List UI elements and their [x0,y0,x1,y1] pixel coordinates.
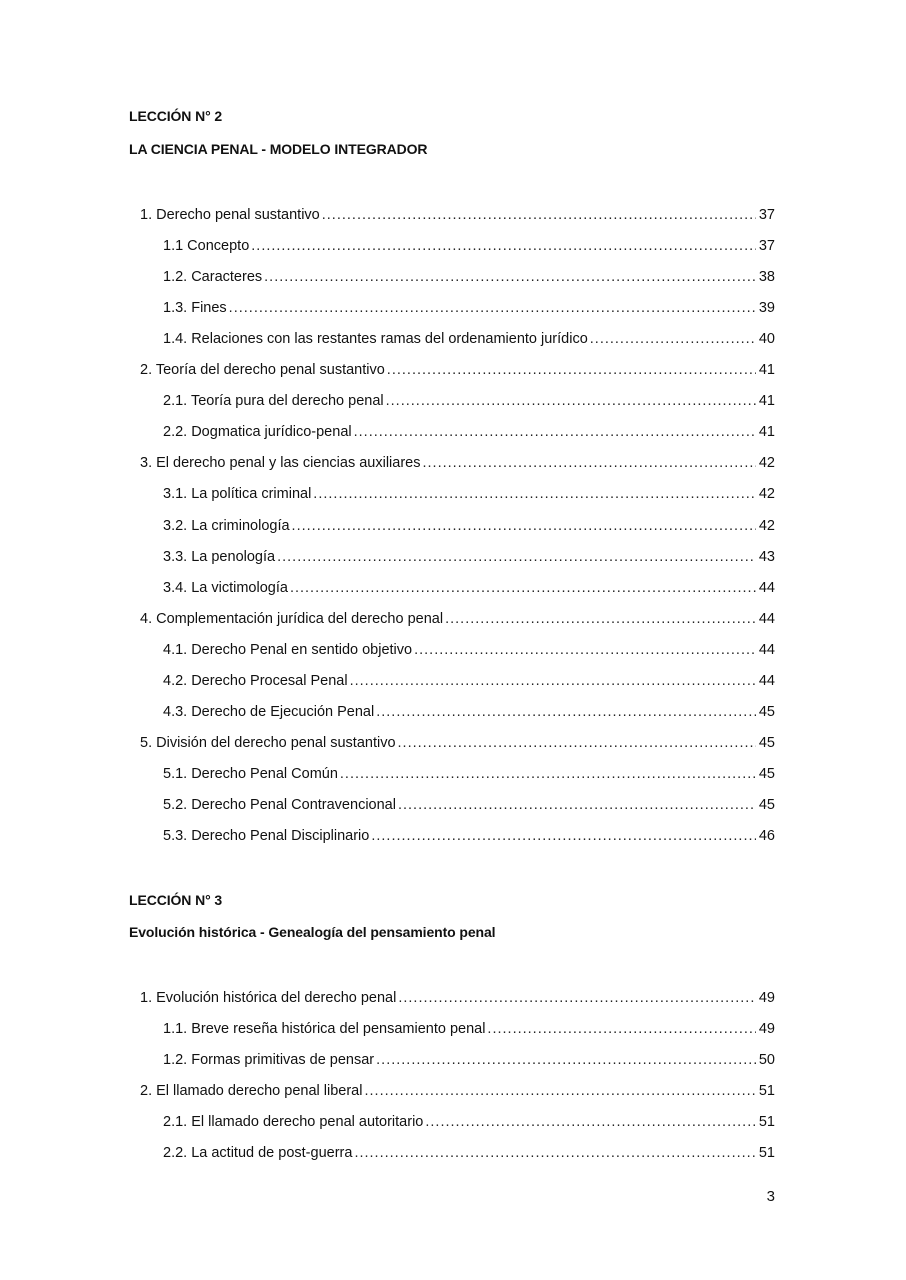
toc-entry-label: 2.1. Teoría pura del derecho penal [163,393,384,410]
toc-entry[interactable] [140,207,775,229]
toc-entry[interactable] [163,828,775,850]
toc-entry[interactable] [163,1021,775,1043]
toc-entry[interactable] [163,580,775,602]
toc-entry-label: 5. División del derecho penal sustantivo [140,734,396,751]
toc-entry[interactable] [163,300,775,322]
toc-dot-leader [229,300,756,316]
toc-entry-label: 2.2. Dogmatica jurídico-penal [163,424,352,441]
toc-dot-leader [386,393,756,409]
toc-entry-page: 51 [758,1145,775,1162]
toc-entry-label: 5.2. Derecho Penal Contravencional [163,796,396,813]
toc-entry[interactable] [163,642,775,664]
toc-dot-leader [322,207,756,223]
toc-dot-leader [376,704,756,720]
toc-entry-page: 45 [758,765,775,782]
toc-dot-leader [251,238,756,254]
page-number: 3 [766,1188,775,1205]
toc-entry[interactable] [163,704,775,726]
toc-entry-page: 44 [758,672,775,689]
toc-entry-label: 4.1. Derecho Penal en sentido objetivo [163,641,413,658]
toc-entry-label: 5.3. Derecho Penal Disciplinario [163,828,370,844]
toc-entry-page: 51 [758,1083,775,1100]
toc-dot-leader [277,549,756,565]
toc-entry-label: 3.3. La penología [163,548,276,565]
toc-dot-leader [445,611,756,627]
toc-entry-label: 1. Derecho penal sustantivo [140,207,320,223]
toc-entry-label: 2. El llamado derecho penal liberal [140,1083,363,1100]
toc-dot-leader [398,735,756,751]
toc-dot-leader [371,828,756,844]
toc-entry-page: 37 [758,238,775,255]
toc-entry-page: 37 [758,207,775,223]
toc-dot-leader [590,331,756,347]
toc-entry-page: 38 [758,269,775,286]
toc-dot-leader [313,486,756,502]
toc-entry-label: 3.1. La política criminal [163,486,312,503]
toc-dot-leader [414,642,756,658]
toc-entry[interactable] [163,1145,775,1167]
toc-entry-page: 40 [758,331,775,348]
toc-entry[interactable] [163,238,775,260]
toc-entry[interactable] [163,797,775,819]
toc-entry-label: 1.2. Formas primitivas de pensar [163,1052,375,1069]
toc-entry-label: 5.1. Derecho Penal Común [163,765,338,782]
toc-entry-label: 4. Complementación jurídica del derecho penal [140,610,444,627]
toc-entry-label: 3.2. La criminología [163,517,290,534]
toc-entry[interactable] [163,1114,775,1136]
toc-entry[interactable] [163,269,775,291]
toc-entry[interactable] [163,331,775,353]
toc-dot-leader [487,1021,755,1037]
toc-entry-label: 3. El derecho penal y las ciencias auxiliares [140,455,421,472]
toc-dot-leader [387,362,756,378]
lesson-3-subheading: Evolución histórica - Genealogía del pensamiento penal [129,924,496,940]
toc-entry-label: 2.1. El llamado derecho penal autoritario [163,1114,424,1131]
toc-entry[interactable] [140,990,775,1012]
toc-entry-page: 42 [758,517,775,534]
toc-entry-page: 42 [758,486,775,503]
toc-entry-page: 49 [758,990,775,1006]
toc-entry-label: 1.2. Caracteres [163,269,263,286]
toc-entry[interactable] [163,393,775,415]
toc-entry-page: 45 [758,703,775,720]
toc-entry-label: 1. Evolución histórica del derecho penal [140,990,397,1006]
toc-entry[interactable] [163,486,775,508]
toc-entry-page: 50 [758,1052,775,1069]
toc-entry[interactable] [140,1083,775,1105]
toc-entry[interactable] [163,1052,775,1074]
toc-entry-page: 39 [758,300,775,317]
toc-entry[interactable] [163,673,775,695]
toc-dot-leader [425,1114,756,1130]
toc-entry-page: 43 [758,548,775,565]
toc-entry-page: 41 [758,393,775,410]
toc-entry[interactable] [163,766,775,788]
toc-entry[interactable] [140,455,775,477]
toc-entry-label: 2.2. La actitud de post-guerra [163,1145,353,1162]
toc-dot-leader [376,1052,756,1068]
toc-entry[interactable] [140,611,775,633]
toc-entry-page: 45 [758,796,775,813]
toc-entry-page: 45 [758,734,775,751]
toc-dot-leader [292,518,756,534]
toc-entry-label: 1.1. Breve reseña histórica del pensamiento penal [163,1021,486,1038]
toc-dot-leader [350,673,756,689]
toc-entry[interactable] [163,424,775,446]
lesson-2-subheading: LA CIENCIA PENAL - MODELO INTEGRADOR [129,141,428,157]
toc-entry-page: 44 [758,610,775,627]
toc-dot-leader [398,990,756,1006]
lesson-2-heading: LECCIÓN N° 2 [129,108,223,124]
lesson-3-heading: LECCIÓN N° 3 [129,892,223,908]
toc-entry[interactable] [140,362,775,384]
toc-dot-leader [354,1145,755,1161]
toc-entry-label: 1.4. Relaciones con las restantes ramas del ordenamiento jurídico [163,331,588,348]
toc-entry-label: 4.2. Derecho Procesal Penal [163,672,348,689]
toc-entry-page: 42 [758,455,775,472]
toc-entry[interactable] [163,518,775,540]
toc-entry-page: 41 [758,362,775,379]
toc-dot-leader [422,455,755,471]
toc-entry-page: 49 [758,1021,775,1038]
toc-entry-label: 2. Teoría del derecho penal sustantivo [140,362,385,379]
toc-dot-leader [398,797,756,813]
toc-entry-label: 3.4. La victimología [163,579,288,596]
toc-entry-page: 41 [758,424,775,441]
toc-entry-label: 1.1 Concepto [163,238,250,255]
toc-entry-page: 44 [758,579,775,596]
toc-dot-leader [364,1083,755,1099]
toc-dot-leader [340,766,756,782]
toc-entry[interactable] [163,549,775,571]
toc-entry-page: 51 [758,1114,775,1131]
toc-dot-leader [354,424,756,440]
toc-dot-leader [264,269,756,285]
toc-entry-label: 4.3. Derecho de Ejecución Penal [163,703,375,720]
toc-entry[interactable] [140,735,775,757]
toc-entry-page: 46 [758,828,775,844]
toc-entry-label: 1.3. Fines [163,300,227,317]
toc-entry-page: 44 [758,641,775,658]
toc-dot-leader [290,580,756,596]
